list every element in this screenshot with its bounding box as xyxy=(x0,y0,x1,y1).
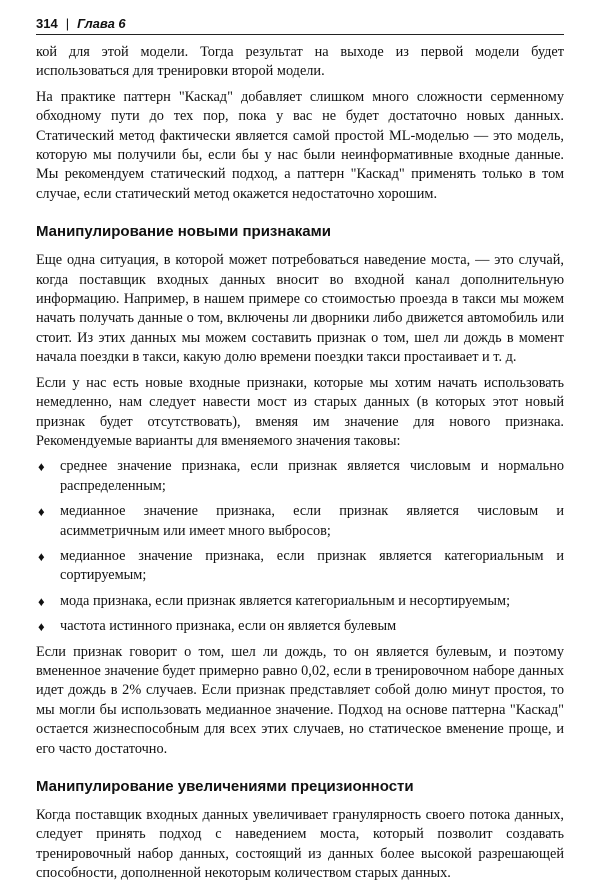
list-item-text: медианное значение признака, если признак является числовым и асимметричным или имеет много выбросов; xyxy=(60,503,564,539)
header-separator: | xyxy=(65,15,70,31)
intro-paragraph-1: кой для этой модели. Тогда результат на выходе из первой модели будет использоваться для тренировки второй модели. xyxy=(36,44,564,80)
chapter-title: Глава 6 xyxy=(77,15,126,31)
list-item-text: медианное значение признака, если признак является категориальным и сортируемым; xyxy=(60,547,564,584)
running-header xyxy=(36,12,564,35)
list-item xyxy=(36,547,564,586)
imputation-options-list xyxy=(36,457,564,636)
diamond-bullet-icon: ♦ xyxy=(38,593,45,609)
list-item-text: частота истинного признака, если он является булевым xyxy=(60,618,397,635)
section1-paragraph-2: Если у нас есть новые входные признаки, которые мы хотим начать использовать немедленно, нам следует навести мост из старых данных (в которых этот новый признак будет отсутствовать), вменяя им значение для нового признака. Рекомендуемые варианты для вменяемого значения таковы: xyxy=(36,374,564,449)
list-item xyxy=(36,617,564,636)
section1-paragraph-1: Еще одна ситуация, в которой может потребоваться наведение моста, — это случай, когда поставщик входных данных вносит во входной канал дополнительную информацию. Например, в нашем примере со стоимостью проезда в такси мы можем начать получать данные о том, включены ли дворники либо движется автомобиль или стоит. Из этих данных мы можем составить признак о том, шел ли дождь в момент начала поездки в такси, какую долю времени поездки такси простаивает и т. д. xyxy=(36,252,564,366)
list-item xyxy=(36,502,564,541)
diamond-bullet-icon: ♦ xyxy=(38,504,45,520)
page-body xyxy=(36,43,564,890)
diamond-bullet-icon: ♦ xyxy=(38,548,45,564)
list-item-text: мода признака, если признак является категориальным и несортируемым; xyxy=(60,592,511,609)
section-heading-precision-increase: Манипулирование увеличениями прецизионности xyxy=(36,778,414,795)
section1-closing-paragraph: Если признак говорит о том, шел ли дождь, то он является булевым, и поэтому вмененное значение будет примерно равно 0,02, если в тренировочном наборе данных идет дождь в 2% случаев. Если признак представляет собой долю минут простоя, то мы могли бы использовать медианное значение. Подход на основе паттерна "Каскад" остается жизнеспособным для всех этих случаев, но статическое вменение проще, и его часто достаточно. xyxy=(36,643,564,757)
page-number: 314 xyxy=(36,15,58,31)
intro-paragraph-2: На практике паттерн "Каскад" добавляет слишком много сложности серменному обходному пути до тех пор, пока у вас не будет достаточно новых данных. Статический метод фактически является самой простой ML-моделью — это модель, которую мы получили бы, если бы у нас были неинформативные входные данные. Мы рекомендуем статический подход, а паттерн "Каскад" применять только в том случае, если статический метод окажется недостаточно хорошим. xyxy=(36,88,564,202)
diamond-bullet-icon: ♦ xyxy=(38,459,45,475)
list-item-text: среднее значение признака, если признак является числовым и нормально распределенным; xyxy=(60,458,564,494)
list-item xyxy=(36,457,564,496)
list-item xyxy=(36,592,564,611)
section2-paragraph: Когда поставщик входных данных увеличивает гранулярность своего потока данных, следует принять подход с наведением моста, который позволит создавать тренировочный набор данных, состоящий из данных более высокой разрешающей способности, дополненной некоторым количеством старых данных. xyxy=(36,807,564,882)
diamond-bullet-icon: ♦ xyxy=(38,619,45,635)
section-heading-new-features: Манипулирование новыми признаками xyxy=(36,223,331,241)
